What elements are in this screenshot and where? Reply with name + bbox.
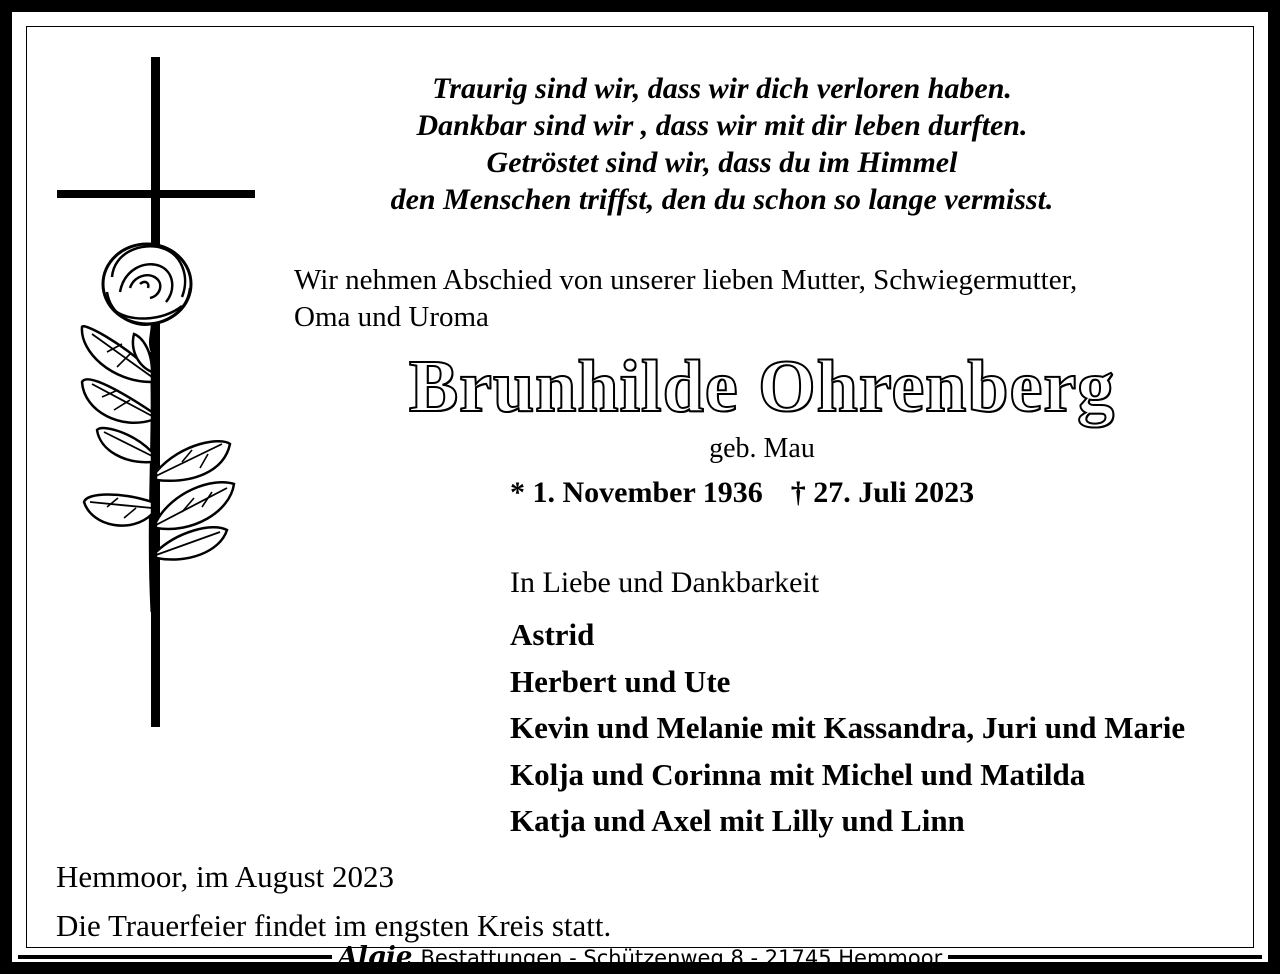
- funeral-home-line: [338, 942, 942, 972]
- poem-line: Getröstet sind wir, dass du im Himmel: [486, 146, 958, 179]
- mourner-entry: Katja und Axel mit Lilly und Linn: [510, 803, 965, 838]
- funeral-home-logo: Algie: [337, 942, 413, 972]
- mourner-entry: Astrid: [510, 617, 595, 652]
- cross-rose-icon: [52, 52, 262, 732]
- poem-line: Dankbar sind wir , dass wir mit dir leben durften.: [416, 109, 1028, 142]
- poem: [312, 70, 1132, 218]
- farewell-intro: [294, 262, 1254, 336]
- birth-date: * 1. November 1936: [510, 476, 763, 509]
- mourners-list: [510, 612, 1270, 845]
- funeral-home-address: Bestattungen - Schützenweg 8 - 21745 Hemmoor: [420, 946, 943, 970]
- footer: [12, 943, 1268, 971]
- poem-line: den Menschen triffst, den du schon so lange vermisst.: [390, 183, 1054, 216]
- mourner-entry: Kevin und Melanie mit Kassandra, Juri und Marie: [510, 710, 1186, 745]
- deceased-name: Brunhilde Ohrenberg: [408, 346, 1116, 428]
- mourner-entry: Kolja und Corinna mit Michel und Matilda: [510, 756, 1086, 792]
- death-date: † 27. Juli 2023: [790, 476, 975, 509]
- footer-rule-left: [18, 955, 332, 959]
- intro-line: Oma und Uroma: [294, 301, 489, 333]
- intro-line: Wir nehmen Abschied von unserer lieben Mutter, Schwiegermutter,: [294, 264, 1078, 296]
- poem-line: Traurig sind wir, dass wir dich verloren haben.: [432, 72, 1012, 105]
- ceremony-note: Die Trauerfeier findet im engsten Kreis statt.: [56, 908, 612, 943]
- mourner-entry: Herbert und Ute: [510, 663, 731, 699]
- born-name: geb. Mau: [709, 433, 815, 464]
- place-date: Hemmoor, im August 2023: [56, 859, 395, 894]
- mourners-heading: In Liebe und Dankbarkeit: [510, 566, 820, 599]
- footer-rule-right: [948, 955, 1262, 959]
- life-dates: [510, 474, 1070, 512]
